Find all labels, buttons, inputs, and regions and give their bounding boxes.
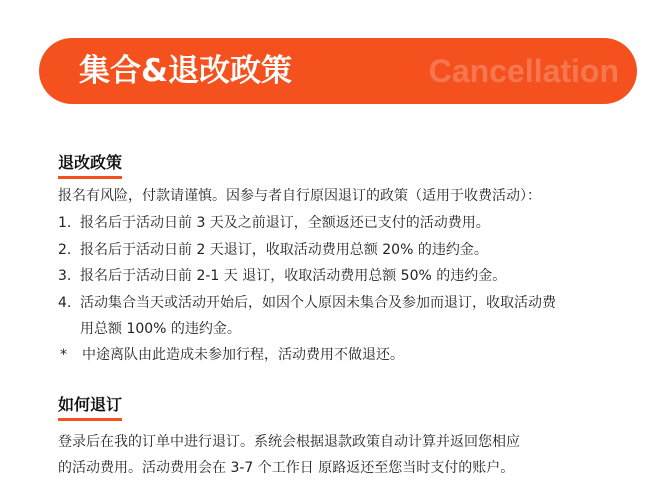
policy-item-2 xyxy=(58,239,488,259)
refund-heading xyxy=(58,392,122,418)
policy-note-text: 中途离队由此造成未参加行程，活动费用不做退还。 xyxy=(82,347,404,363)
refund-line-1: 登录后在我的订单中进行退订。系统会根据退款政策自动计算并返回您相应 xyxy=(58,434,520,450)
policy-item-4-number: 4. xyxy=(58,295,72,311)
banner-title: 集合&退改政策 xyxy=(79,53,293,89)
policy-note xyxy=(60,344,404,364)
refund-line-2: 的活动费用。活动费用会在 3-7 个工作日 原路返还至您当时支付的账户。 xyxy=(58,460,515,476)
policy-item-1-number: 1. xyxy=(58,215,72,231)
policy-heading xyxy=(58,150,122,176)
policy-item-3 xyxy=(58,265,506,285)
policy-item-4-text: 活动集合当天或活动开始后，如因个人原因未集合及参加而退订，收取活动费 xyxy=(80,295,556,311)
refund-heading-text: 如何退订 xyxy=(58,395,123,414)
policy-item-4-text-continued: 用总额 100% 的违约金。 xyxy=(80,321,241,337)
header-banner xyxy=(39,38,637,104)
policy-item-2-text: 报名后于活动日前 2 天退订，收取活动费用总额 20% 的违约金。 xyxy=(80,242,488,258)
policy-item-4 xyxy=(58,292,556,312)
policy-note-mark: * xyxy=(60,347,67,363)
policy-item-1 xyxy=(58,212,490,232)
policy-item-2-number: 2. xyxy=(58,242,72,258)
refund-heading-underline xyxy=(58,418,122,421)
policy-item-4-continued xyxy=(58,318,241,338)
policy-heading-text: 退改政策 xyxy=(58,153,123,172)
policy-intro: 报名有风险，付款请谨慎。因参与者自行原因退订的政策（适用于收费活动）： xyxy=(58,188,541,204)
policy-item-1-text: 报名后于活动日前 3 天及之前退订，全额返还已支付的活动费用。 xyxy=(80,215,490,231)
banner-watermark: Cancellation xyxy=(428,53,619,89)
policy-item-3-text: 报名后于活动日前 2-1 天 退订，收取活动费用总额 50% 的违约金。 xyxy=(80,268,507,284)
policy-item-3-number: 3. xyxy=(58,268,72,284)
policy-heading-underline xyxy=(58,176,122,179)
